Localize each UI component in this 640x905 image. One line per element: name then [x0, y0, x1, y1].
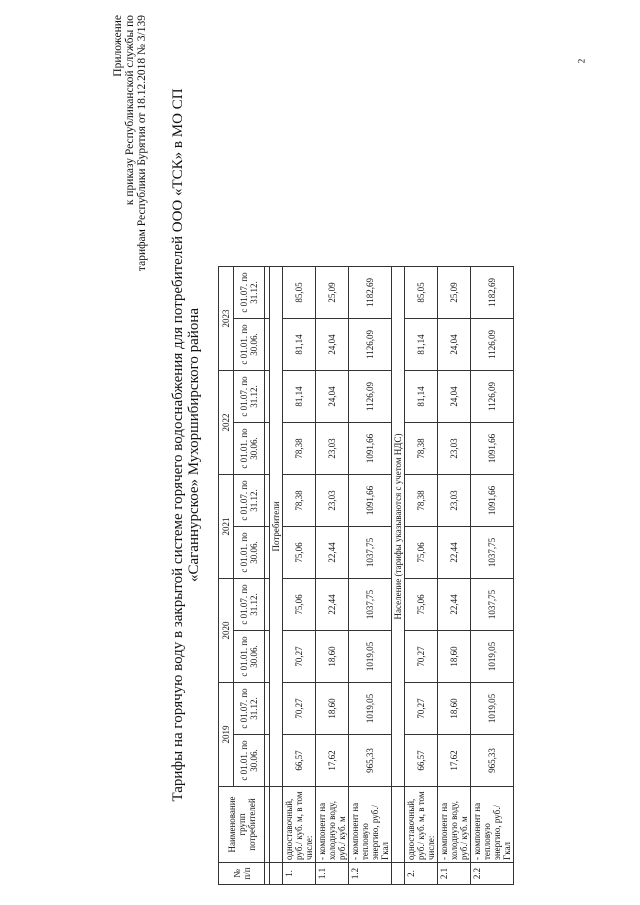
- header-period: с 01.01. по 30.06.: [234, 527, 265, 579]
- row-number: 2.2: [471, 863, 514, 885]
- title-line-1: Тарифы на горячую воду в закрытой системе горячего водоснабжения для потребителей ООО «ТСК» в МО СП: [170, 88, 186, 802]
- tariff-value-cell: 22,44: [438, 527, 471, 579]
- table-header-years: [219, 267, 234, 885]
- tariff-value-cell: 22,44: [438, 579, 471, 631]
- tariff-value-cell: 81,14: [405, 371, 438, 423]
- table-row: [349, 267, 392, 885]
- section-1-rows: [283, 267, 392, 885]
- tariff-value-cell: 1037,75: [349, 579, 392, 631]
- table-row: [438, 267, 471, 885]
- section-num-cell: [392, 863, 405, 885]
- tariff-value-cell: 1037,75: [349, 527, 392, 579]
- header-period: с 01.01. по 30.06.: [234, 735, 265, 787]
- tariff-value-cell: 23,03: [438, 475, 471, 527]
- header-name: Наименование групп потребителей: [219, 787, 265, 863]
- header-period: с 01.07. по 31.12.: [234, 683, 265, 735]
- header-period: с 01.07. по 31.12.: [234, 371, 265, 423]
- section-name-cell: [392, 787, 405, 863]
- tariff-value-cell: 18,60: [316, 631, 349, 683]
- tariff-value-cell: 17,62: [316, 735, 349, 787]
- tariff-value-cell: 81,14: [405, 319, 438, 371]
- tariff-value-cell: 1019,05: [471, 631, 514, 683]
- tariff-value-cell: 1091,66: [471, 475, 514, 527]
- row-number: 2.1: [438, 863, 471, 885]
- tariff-value-cell: 23,03: [438, 423, 471, 475]
- tariff-value-cell: 66,57: [405, 735, 438, 787]
- row-name: - компонент на тепловую энергию, руб./Гкал: [471, 787, 514, 863]
- row-number: 2.: [405, 863, 438, 885]
- row-name: - компонент на тепловую энергию, руб./Гкал: [349, 787, 392, 863]
- tariff-value-cell: 24,04: [316, 319, 349, 371]
- tariff-value-cell: 81,14: [283, 371, 316, 423]
- header-period: с 01.07. по 31.12.: [234, 267, 265, 319]
- section-row-consumers: [270, 267, 283, 885]
- tariff-table: [218, 266, 514, 885]
- tariff-value-cell: 70,27: [283, 683, 316, 735]
- tariff-value-cell: 24,04: [438, 371, 471, 423]
- tariff-value-cell: 70,27: [405, 683, 438, 735]
- tariff-value-cell: 1019,05: [349, 683, 392, 735]
- tariff-value-cell: 81,14: [283, 319, 316, 371]
- tariff-value-cell: 1182,69: [471, 267, 514, 319]
- tariff-value-cell: 1037,75: [471, 527, 514, 579]
- header-period: с 01.07. по 31.12.: [234, 475, 265, 527]
- tariff-value-cell: 1126,09: [349, 371, 392, 423]
- section-num-cell: [270, 863, 283, 885]
- tariff-value-cell: 70,27: [283, 631, 316, 683]
- tariff-value-cell: 18,60: [316, 683, 349, 735]
- row-name: - компонент на холодную воду, руб./ куб. м: [438, 787, 471, 863]
- row-name: одноставочный, руб./ куб. м, в том числе:: [405, 787, 438, 863]
- tariff-value-cell: 23,03: [316, 423, 349, 475]
- tariff-value-cell: 25,09: [438, 267, 471, 319]
- section-row-population: [392, 267, 405, 885]
- section-label: Потребители: [270, 267, 283, 787]
- tariff-value-cell: 85,05: [283, 267, 316, 319]
- tariff-value-cell: 1182,69: [349, 267, 392, 319]
- tariff-value-cell: 75,06: [405, 527, 438, 579]
- tariff-value-cell: 1019,05: [471, 683, 514, 735]
- header-period: с 01.01. по 30.06.: [234, 423, 265, 475]
- table-row: [405, 267, 438, 885]
- section-2-rows: [405, 267, 514, 885]
- row-number: 1.1: [316, 863, 349, 885]
- tariff-value-cell: 18,60: [438, 683, 471, 735]
- tariff-value-cell: 75,06: [283, 579, 316, 631]
- tariff-value-cell: 75,06: [283, 527, 316, 579]
- header-year: 2021: [219, 475, 234, 579]
- tariff-value-cell: 78,38: [405, 423, 438, 475]
- tariff-value-cell: 1126,09: [471, 319, 514, 371]
- header-year: 2023: [219, 267, 234, 371]
- section-label: Население (тарифы указываются с учетом НДС): [392, 267, 405, 787]
- tariff-value-cell: 1019,05: [349, 631, 392, 683]
- tariff-value-cell: 70,27: [405, 631, 438, 683]
- row-number: 1.: [283, 863, 316, 885]
- tariff-value-cell: 1037,75: [471, 579, 514, 631]
- header-period: с 01.01. по 30.06.: [234, 319, 265, 371]
- title-line-2: «Саганнурское» Мухоршибирского района: [186, 308, 202, 583]
- tariff-value-cell: 78,38: [283, 423, 316, 475]
- tariff-value-cell: 23,03: [316, 475, 349, 527]
- tariff-value-cell: 22,44: [316, 527, 349, 579]
- tariff-value-cell: 965,33: [471, 735, 514, 787]
- document-title: [170, 15, 202, 875]
- header-year: 2020: [219, 579, 234, 683]
- tariff-value-cell: 1091,66: [349, 423, 392, 475]
- tariff-value-cell: 22,44: [316, 579, 349, 631]
- section-name-cell: [270, 787, 283, 863]
- table-row: [283, 267, 316, 885]
- header-year: 2022: [219, 371, 234, 475]
- tariff-value-cell: 1091,66: [349, 475, 392, 527]
- tariff-value-cell: 78,38: [283, 475, 316, 527]
- appendix-line-2: к приказу Республиканской службы по: [124, 15, 136, 206]
- page-number: 2: [576, 58, 587, 64]
- tariff-value-cell: 85,05: [405, 267, 438, 319]
- tariff-value-cell: 78,38: [405, 475, 438, 527]
- tariff-value-cell: 75,06: [405, 579, 438, 631]
- tariff-value-cell: 24,04: [438, 319, 471, 371]
- appendix-line-1: Приложение: [112, 15, 124, 77]
- header-period: с 01.07. по 31.12.: [234, 579, 265, 631]
- header-num: № п/п: [219, 863, 265, 885]
- tariff-value-cell: 24,04: [316, 371, 349, 423]
- header-year: 2019: [219, 683, 234, 787]
- appendix-header: [112, 15, 148, 375]
- tariff-value-cell: 1091,66: [471, 423, 514, 475]
- appendix-line-3: тарифам Республики Бурятия от 18.12.2018 № 3/139: [136, 15, 148, 272]
- table-row: [316, 267, 349, 885]
- header-period: с 01.01. по 30.06.: [234, 631, 265, 683]
- table-row: [471, 267, 514, 885]
- row-name: - компонент на холодную воду, руб./ куб. м: [316, 787, 349, 863]
- tariff-value-cell: 18,60: [438, 631, 471, 683]
- tariff-value-cell: 1126,09: [349, 319, 392, 371]
- tariff-value-cell: 17,62: [438, 735, 471, 787]
- row-name: одноставочный, руб./ куб. м, в том числе:: [283, 787, 316, 863]
- tariff-value-cell: 1126,09: [471, 371, 514, 423]
- rotated-document: [100, 0, 640, 895]
- tariff-value-cell: 965,33: [349, 735, 392, 787]
- tariff-value-cell: 66,57: [283, 735, 316, 787]
- tariff-value-cell: 25,09: [316, 267, 349, 319]
- row-number: 1.2: [349, 863, 392, 885]
